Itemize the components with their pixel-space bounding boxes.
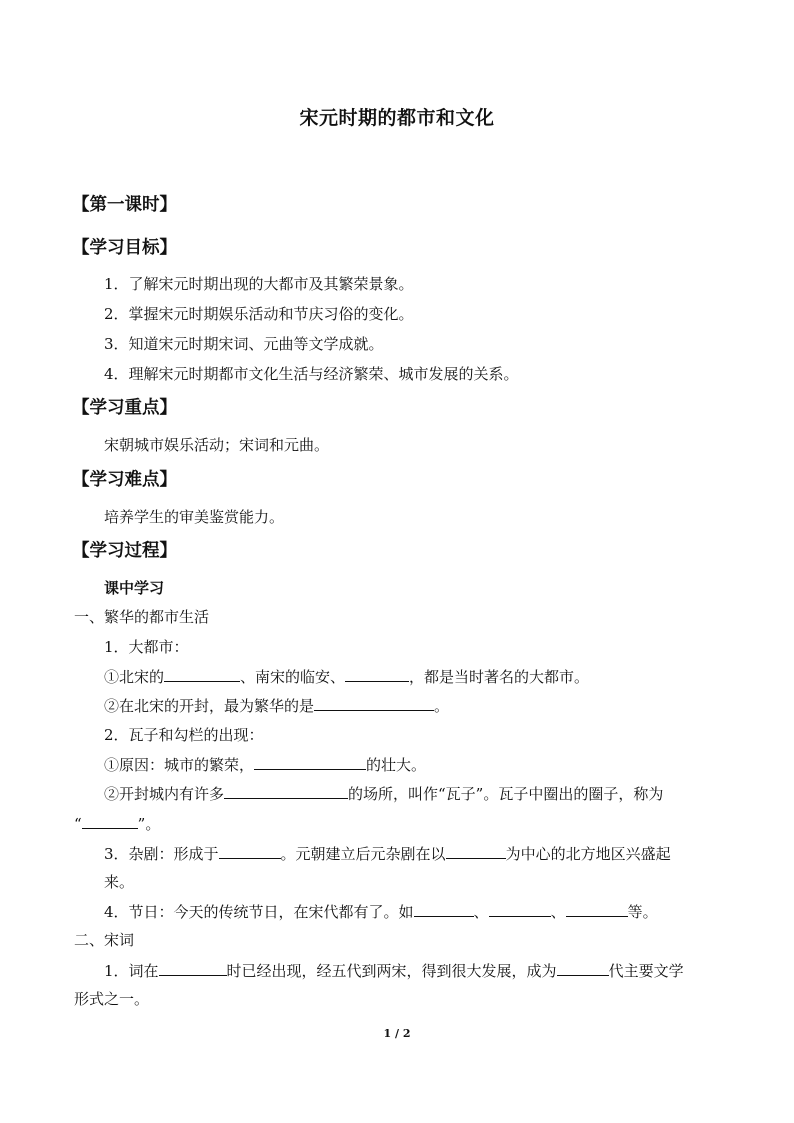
question-3-cont: 来。 bbox=[104, 873, 135, 891]
question-text: ①原因：城市的繁荣， bbox=[104, 756, 255, 774]
question-1a bbox=[104, 666, 589, 687]
fill-blank[interactable] bbox=[314, 695, 434, 711]
difficult-heading: 【学习难点】 bbox=[72, 470, 177, 490]
question-text: 等。 bbox=[627, 903, 658, 921]
question-1b bbox=[104, 695, 449, 716]
goal-item: 4．理解宋元时期都市文化生活与经济繁荣、城市发展的关系。 bbox=[104, 365, 519, 383]
fill-blank[interactable] bbox=[345, 666, 409, 682]
fill-blank[interactable] bbox=[557, 960, 609, 976]
key-heading: 【学习重点】 bbox=[72, 398, 177, 418]
question-3 bbox=[104, 843, 671, 864]
goal-item: 3．知道宋元时期宋词、元曲等文学成就。 bbox=[104, 335, 384, 353]
question-text: 的场所，叫作“瓦子”。瓦子中圈出的圈子，称为 bbox=[348, 785, 664, 803]
fill-blank[interactable] bbox=[82, 813, 138, 829]
question-text: “ bbox=[74, 815, 82, 833]
fill-blank[interactable] bbox=[446, 843, 506, 859]
question-4 bbox=[104, 901, 658, 922]
question-2a bbox=[104, 754, 426, 775]
part2-question-1-cont: 形式之一。 bbox=[74, 990, 150, 1008]
question-1: 1．大都市： bbox=[104, 638, 189, 656]
question-text: 、 bbox=[473, 903, 489, 921]
question-2b bbox=[104, 783, 663, 804]
question-2: 2．瓦子和勾栏的出现： bbox=[104, 726, 264, 744]
page-title: 宋元时期的都市和文化 bbox=[299, 107, 495, 129]
question-text: 、 bbox=[550, 903, 566, 921]
page-number: 1 / 2 bbox=[383, 1027, 411, 1040]
question-text: ”。 bbox=[137, 815, 161, 833]
difficult-text: 培养学生的审美鉴赏能力。 bbox=[104, 508, 285, 526]
question-text: 时已经出现，经五代到两宋，得到很大发展，成为 bbox=[226, 962, 557, 980]
question-2b-cont bbox=[74, 813, 160, 834]
part2-heading: 二、宋词 bbox=[74, 931, 135, 949]
question-text: ①北宋的 bbox=[104, 668, 165, 686]
goals-heading: 【学习目标】 bbox=[72, 238, 177, 258]
fill-blank[interactable] bbox=[159, 960, 227, 976]
question-text: 为中心的北方地区兴盛起 bbox=[505, 845, 671, 863]
question-text: ，都是当时著名的大都市。 bbox=[409, 668, 590, 686]
question-text: 1．词在 bbox=[104, 962, 159, 980]
question-text: 。元朝建立后元杂剧在以 bbox=[280, 845, 446, 863]
goal-item: 1．了解宋元时期出现的大都市及其繁荣景象。 bbox=[104, 275, 414, 293]
fill-blank[interactable] bbox=[224, 783, 348, 799]
fill-blank[interactable] bbox=[566, 901, 628, 917]
goal-item: 2．掌握宋元时期娱乐活动和节庆习俗的变化。 bbox=[104, 305, 414, 323]
class-study-label: 课中学习 bbox=[104, 579, 165, 597]
key-text: 宋朝城市娱乐活动；宋词和元曲。 bbox=[104, 436, 330, 454]
fill-blank[interactable] bbox=[164, 666, 240, 682]
question-text: 的壮大。 bbox=[366, 756, 427, 774]
question-text: 4．节日：今天的传统节日，在宋代都有了。如 bbox=[104, 903, 414, 921]
question-text: 代主要文学 bbox=[608, 962, 684, 980]
question-text: ②开封城内有许多 bbox=[104, 785, 225, 803]
fill-blank[interactable] bbox=[219, 843, 281, 859]
part1-heading: 一、繁华的都市生活 bbox=[74, 608, 210, 626]
fill-blank[interactable] bbox=[254, 754, 366, 770]
question-text: 3．杂剧：形成于 bbox=[104, 845, 219, 863]
process-heading: 【学习过程】 bbox=[72, 541, 177, 561]
fill-blank[interactable] bbox=[489, 901, 551, 917]
lesson-heading: 【第一课时】 bbox=[72, 195, 177, 215]
question-text: 。 bbox=[434, 697, 450, 715]
part2-question-1 bbox=[104, 960, 684, 981]
fill-blank[interactable] bbox=[414, 901, 474, 917]
question-text: ②在北宋的开封，最为繁华的是 bbox=[104, 697, 315, 715]
question-text: 、南宋的临安、 bbox=[240, 668, 346, 686]
